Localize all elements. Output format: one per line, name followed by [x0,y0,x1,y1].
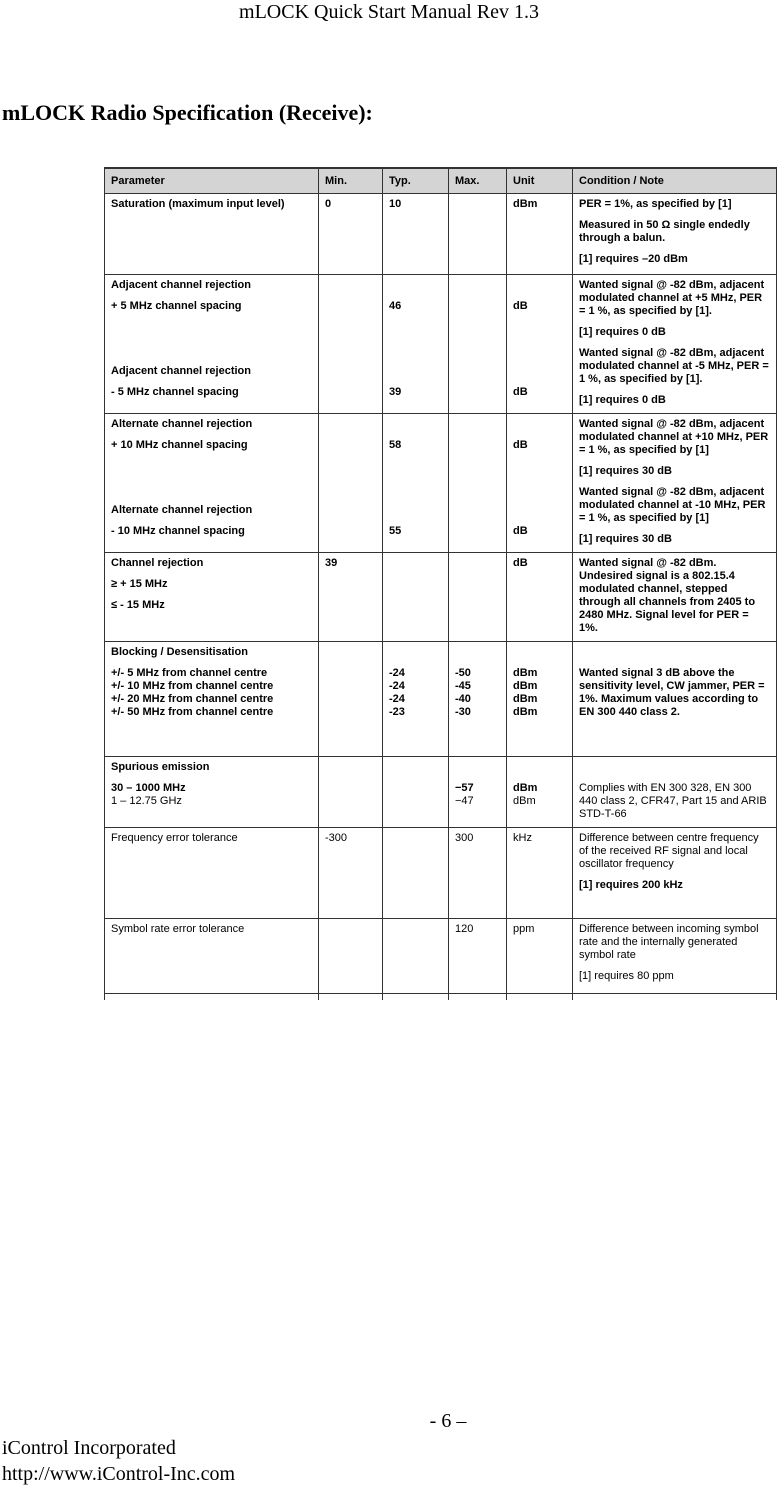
table-row [105,757,777,828]
parameter-cell: Channel rejection ≥ + 15 MHz ≤ - 15 MHz [105,553,319,642]
min-cell [319,919,383,994]
table-row [105,919,777,994]
unit-cell: dBm [507,194,573,275]
max-cell: 300 [449,828,507,919]
max-cell [449,275,507,414]
typ-cell: -24 -24 -24 -23 [383,642,449,757]
note-cell: Difference between incoming symbol rate and the internally generated symbol rate [1] requires 80 ppm [573,919,777,994]
unit-cell: kHz [507,828,573,919]
note-cell: PER = 1%, as specified by [1] Measured in 50 Ω single endedly through a balun. [1] requires –20 dBm [573,194,777,275]
typ-cell [383,919,449,994]
max-cell: -50 -45 -40 -30 [449,642,507,757]
column-header-max: Max. [449,168,507,194]
column-header-note: Condition / Note [573,168,777,194]
parameter-name: Saturation (maximum input level) [111,198,285,210]
page-number: - 6 – [429,1410,467,1432]
min-cell [319,414,383,553]
unit-cell: ppm [507,919,573,994]
column-header-parameter: Parameter [105,168,319,194]
unit-cell: dB dB [507,414,573,553]
section-title: mLOCK Radio Specification (Receive): [2,100,373,125]
table-row [105,642,777,757]
parameter-cell: Adjacent channel rejection + 5 MHz channel spacing Adjacent channel rejection - 5 MHz channel spacing [105,275,319,414]
parameter-cell: Frequency error tolerance [105,828,319,919]
table-row [105,828,777,919]
table-row [105,553,777,642]
note-cell: Wanted signal @ -82 dBm. Undesired signal is a 802.15.4 modulated channel, stepped through all channels from 2405 to 2480 MHz. Signal level for PER = 1%. [573,553,777,642]
table-row [105,194,777,275]
note-cell: Wanted signal @ -82 dBm, adjacent modulated channel at +5 MHz, PER = 1 %, as specified by [1]. [1] requires 0 dB Wanted signal @ -82 dBm, adjacent modulated channel at -5 MHz, PER = 1 %, as specified by [1]. [1] requires 0 dB [573,275,777,414]
parameter-cell: Blocking / Desensitisation +/- 5 MHz from channel centre +/- 10 MHz from channel centre +/- 20 MHz from channel centre +/- 50 MHz from channel centre [105,642,319,757]
receive-spec-table [104,167,778,1000]
typ-cell: 58 55 [383,414,449,553]
unit-cell: dBm dBm [507,757,573,828]
typ-cell: 46 39 [383,275,449,414]
typ-cell [383,757,449,828]
column-header-unit: Unit [507,168,573,194]
parameter-cell: Symbol rate error tolerance [105,919,319,994]
typ-cell: 10 [383,194,449,275]
min-cell [319,757,383,828]
unit-cell: dBm dBm dBm dBm [507,642,573,757]
typ-cell [383,828,449,919]
min-cell [319,642,383,757]
unit-cell: dB [507,553,573,642]
running-header: mLOCK Quick Start Manual Rev 1.3 [239,1,539,23]
min-cell [319,275,383,414]
min-cell: -300 [319,828,383,919]
min-cell: 39 [319,553,383,642]
note-cell: Difference between centre frequency of the received RF signal and local oscillator frequency [1] requires 200 kHz [573,828,777,919]
footer-company: iControl Incorporated [2,1437,176,1459]
parameter-cell: Spurious emission 30 – 1000 MHz 1 – 12.75 GHz [105,757,319,828]
footer-url: http://www.iControl-Inc.com [2,1463,236,1485]
parameter-cell [105,194,319,275]
column-header-typ: Typ. [383,168,449,194]
min-cell: 0 [319,194,383,275]
max-cell [449,414,507,553]
note-cell: Complies with EN 300 328, EN 300 440 class 2, CFR47, Part 15 and ARIB STD-T-66 [573,757,777,828]
table-continuation-stub [105,994,777,1001]
note-cell: Wanted signal 3 dB above the sensitivity level, CW jammer, PER = 1%. Maximum values according to EN 300 440 class 2. [573,642,777,757]
table-row [105,275,777,414]
table-header-row [105,168,777,194]
table-row [105,414,777,553]
column-header-min: Min. [319,168,383,194]
unit-cell: dB dB [507,275,573,414]
max-cell [449,553,507,642]
note-cell: Wanted signal @ -82 dBm, adjacent modulated channel at +10 MHz, PER = 1 %, as specified by [1] [1] requires 30 dB Wanted signal @ -82 dBm, adjacent modulated channel at -10 MHz, PER = 1 %, as specified by [1] [1] requires 30 dB [573,414,777,553]
max-cell: −57 −47 [449,757,507,828]
typ-cell [383,553,449,642]
parameter-cell: Alternate channel rejection + 10 MHz channel spacing Alternate channel rejection - 10 MHz channel spacing [105,414,319,553]
max-cell: 120 [449,919,507,994]
max-cell [449,194,507,275]
